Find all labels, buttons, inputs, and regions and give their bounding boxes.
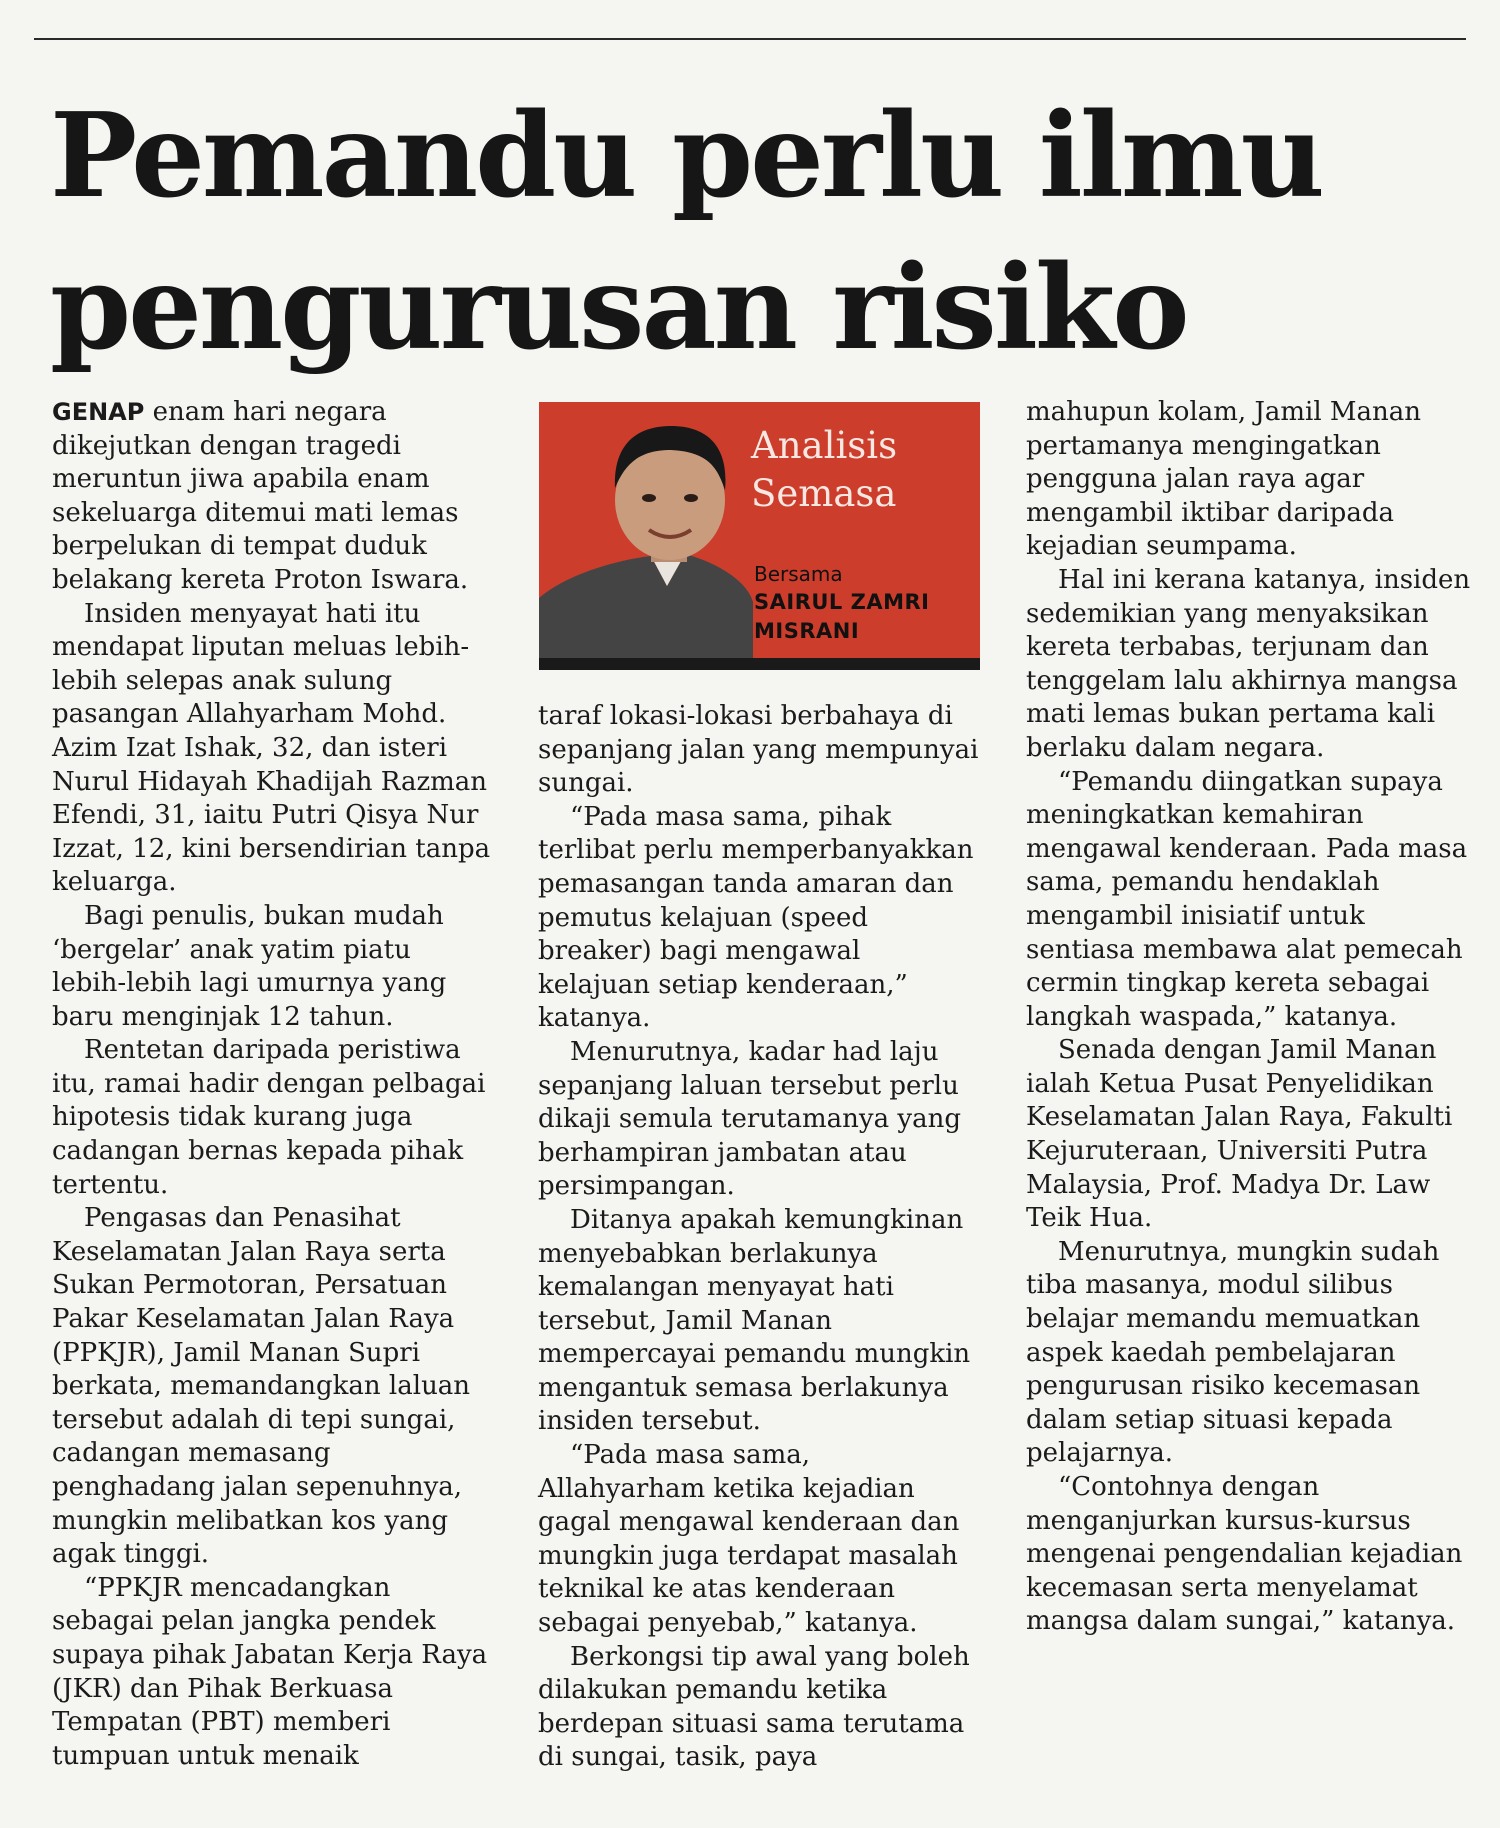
author-name-line-2: MISRANI: [754, 619, 860, 643]
paragraph: Rentetan daripada peristiwa itu, ramai hadir dengan pelbagai hipotesis tidak kurang juga cadangan bernas kepada pihak tertentu.: [52, 1035, 486, 1200]
paragraph: Bagi penulis, bukan mudah ‘bergelar’ anak yatim piatu lebih-lebih lagi umurnya yang baru menginjak 12 tahun.: [52, 900, 447, 1032]
byline: [754, 560, 976, 646]
column-box-bottom-rule: [539, 658, 980, 670]
paragraph: Menurutnya, mungkin sudah tiba masanya, modul silibus belajar memandu memuatkan aspek kaedah pembelajaran pengurusan risiko kecemasan dalam setiap situasi kepada pelajarnya.: [1026, 1236, 1440, 1469]
column-title: [751, 422, 976, 518]
article-column-3: [1026, 396, 1476, 1639]
top-rule: [34, 38, 1466, 40]
paragraph: Menurutnya, kadar had laju sepanjang laluan tersebut perlu dikaji semula terutamanya yang berhampiran jambatan atau persimpangan.: [538, 1036, 961, 1202]
headline-line-1: Pemandu perlu ilmu: [50, 88, 1323, 224]
paragraph: “Pada masa sama, Allahyarham ketika kejadian gagal mengawal kenderaan dan mungkin juga terdapat masalah teknikal ke atas kenderaan sebagai penyebab,” katanya.: [538, 1440, 960, 1639]
paragraph: [52, 396, 492, 598]
column-title-line-1: Analisis: [751, 424, 898, 467]
column-box: [539, 402, 980, 670]
paragraph: Ditanya apakah kemungkinan menyebabkan berlakunya kemalangan menyayat hati tersebut, Jamil Manan mempercayai pemandu mungkin mengantuk semasa berlakunya insiden tersebut.: [538, 1204, 971, 1437]
paragraph-text: enam hari negara dikejutkan dengan tragedi meruntun jiwa apabila enam sekeluarga ditemui mati lemas berpelukan di tempat duduk belakang kereta Proton Iswara.: [52, 397, 469, 595]
paragraph: Berkongsi tip awal yang boleh dilakukan pemandu ketika berdepan situasi sama terutama di sungai, tasik, paya: [538, 1641, 970, 1773]
paragraph: “PPKJR mencadangkan sebagai pelan jangka pendek supaya pihak Jabatan Kerja Raya (JKR) dan Pihak Berkuasa Tempatan (PBT) memberi tumpuan untuk menaik: [52, 1572, 488, 1771]
paragraph: mahupun kolam, Jamil Manan pertamanya mengingatkan pengguna jalan raya agar mengambil iktibar daripada kejadian seumpama.: [1026, 397, 1422, 562]
article-column-2: [538, 700, 980, 1775]
headline-line-2: pengurusan risiko: [50, 240, 1187, 376]
paragraph: Insiden menyayat hati itu mendapat liputan meluas lebih-lebih selepas anak sulung pasangan Allahyarham Mohd. Azim Izat Ishak, 32, dan isteri Nurul Hidayah Khadijah Razman Efendi, 31, iaitu Putri Qisya Nur Izzat, 12, kini bersendirian tanpa keluarga.: [52, 598, 491, 898]
paragraph: Senada dengan Jamil Manan ialah Ketua Pusat Penyelidikan Keselamatan Jalan Raya, Fakulti Kejuruteraan, Universiti Putra Malaysia, Prof. Madya Dr. Law Teik Hua.: [1026, 1035, 1453, 1234]
lead-word: GENAP: [52, 398, 145, 426]
column-title-line-2: Semasa: [751, 472, 897, 515]
headline: [50, 80, 1470, 384]
paragraph: Hal ini kerana katanya, insiden sedemikian yang menyaksikan kereta terbabas, terjunam dan tenggelam lalu akhirnya mangsa mati lemas bukan pertama kali berlaku dalam negara.: [1026, 564, 1471, 763]
byline-label: Bersama: [754, 562, 843, 586]
author-name-line-1: SAIRUL ZAMRI: [754, 590, 930, 614]
paragraph: taraf lokasi-lokasi berbahaya di sepanjang jalan yang mempunyai sungai.: [538, 701, 979, 799]
paragraph: Pengasas dan Penasihat Keselamatan Jalan Raya serta Sukan Permotoran, Persatuan Pakar Keselamatan Jalan Raya (PPKJR), Jamil Manan Supri berkata, memandangkan laluan tersebut adalah di tepi sungai, cadangan memasang penghadang jalan sepenuhnya, mungkin melibatkan kos yang agak tinggi.: [52, 1203, 471, 1570]
paragraph: “Contohnya dengan menganjurkan kursus-kursus mengenai pengendalian kejadian kecemasan serta menyelamat mangsa dalam sungai,” katanya.: [1026, 1472, 1463, 1637]
paragraph: “Pada masa sama, pihak terlibat perlu memperbanyakkan pemasangan tanda amaran dan pemutus kelajuan (speed breaker) bagi mengawal kelajuan setiap kenderaan,” katanya.: [538, 801, 974, 1034]
article-column-1: [52, 396, 492, 1773]
paragraph: “Pemandu diingatkan supaya meningkatkan kemahiran mengawal kenderaan. Pada masa sama, pemandu hendaklah mengambil inisiatif untuk sentiasa membawa alat pemecah cermin tingkap kereta sebagai langkah waspada,” katanya.: [1026, 766, 1468, 1032]
